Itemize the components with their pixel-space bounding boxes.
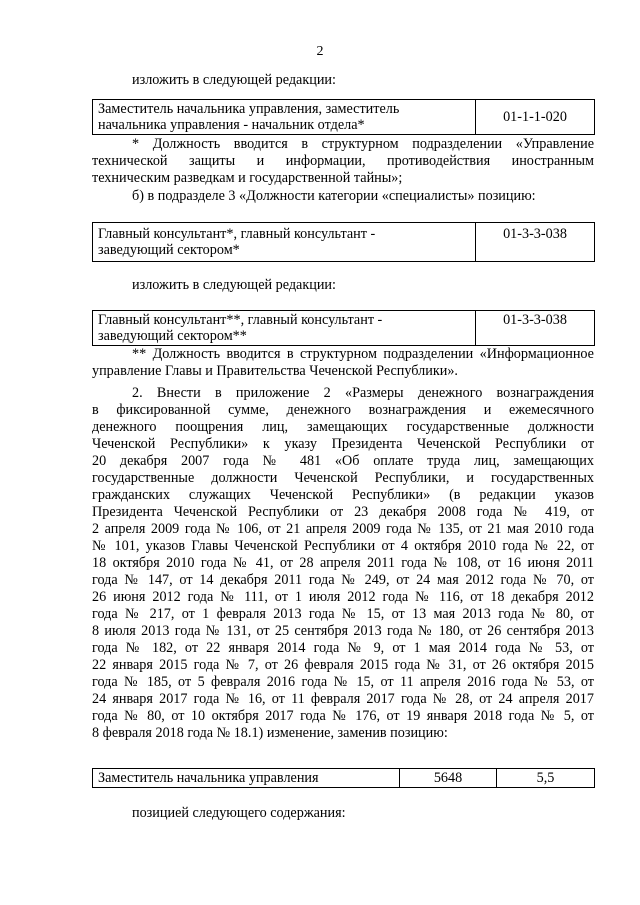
position-cell <box>93 223 476 262</box>
footnote-2: ** Должность вводится в структурном подразделении «Информационное управление Главы и Правительства Чеченской Республики». <box>92 346 594 379</box>
position-line: Главный консультант**, главный консультант - <box>98 312 383 328</box>
position-code-cell: 01-3-3-038 <box>476 223 595 262</box>
paragraph-last: позицией следующего содержания: <box>132 805 346 821</box>
page-number: 2 <box>316 44 324 59</box>
position-line: Главный консультант*, главный консультант - <box>98 226 376 242</box>
table-row <box>93 100 595 135</box>
position-table-1 <box>92 99 595 135</box>
position-line: Заместитель начальника управления, заместитель <box>98 101 400 117</box>
remuneration-table <box>92 768 595 788</box>
paragraph-2: 2. Внести в приложение 2 «Размеры денежного вознаграждения в фиксированной сумме, денежного вознаграждения и ежемесячного денежного поощрения лиц, замещающих государственные должности Чеченской Республики» к указу Президента Чеченской Республики от 20 декабря 2007 года № 481 «Об оплате труда лиц, замещающих государственные должности Чеченской Республики, и государственных гражданских служащих Чеченской Республики» (в редакции указов Президента Чеченской Республики от 23 декабря 2008 года № 419, от 2 апреля 2009 года № 106, от 21 апреля 2009 года № 135, от 21 мая 2010 года № 101, указов Главы Чеченской Республики от 4 октября 2010 года № 22, от 18 октября 2010 года № 41, от 28 апреля 2011 года № 108, от 16 июня 2011 года № 147, от 14 декабря 2011 года № 249, от 24 мая 2012 года № 70, от 26 июня 2012 года № 111, от 1 июля 2012 года № 116, от 18 декабря 2012 года № 217, от 1 февраля 2013 года № 15, от 13 мая 2013 года № 80, от 8 июля 2013 года № 131, от 25 сентября 2013 года № 180, от 26 сентября 2013 года № 182, от 22 января 2014 года № 9, от 1 мая 2014 года № 53, от 22 января 2015 года № 7, от 26 февраля 2015 года № 31, от 26 октября 2015 года № 185, от 5 февраля 2016 года № 15, от 11 апреля 2016 года № 53, от 24 января 2017 года № 16, от 11 февраля 2017 года № 28, от 24 апреля 2017 года № 80, от 10 октября 2017 года № 176, от 19 января 2018 года № 5, от 8 февраля 2018 года № 18.1) изменение, заменив позицию: <box>92 385 594 741</box>
position-cell <box>93 100 476 135</box>
position-table-2 <box>92 222 595 262</box>
coefficient-cell: 5,5 <box>497 769 595 788</box>
position-cell <box>93 311 476 346</box>
amount-cell: 5648 <box>400 769 497 788</box>
position-cell: Заместитель начальника управления <box>93 769 400 788</box>
table-row <box>93 311 595 346</box>
position-table-3 <box>92 310 595 346</box>
table-row <box>93 223 595 262</box>
paragraph-redaction-1: изложить в следующей редакции: <box>132 72 336 88</box>
paragraph-redaction-2: изложить в следующей редакции: <box>132 277 336 293</box>
position-line: заведующий сектором** <box>98 328 247 344</box>
position-line: начальника управления - начальник отдела* <box>98 117 365 133</box>
position-code-cell: 01-3-3-038 <box>476 311 595 346</box>
position-code-cell: 01-1-1-020 <box>476 100 595 135</box>
table-row <box>93 769 595 788</box>
footnote-1: * Должность вводится в структурном подразделении «Управление технической защиты и информации, противодействия иностранным техническим разведкам и государственной тайны»; <box>92 136 594 186</box>
position-line: заведующий сектором* <box>98 242 240 258</box>
paragraph-b: б) в подразделе 3 «Должности категории «специалисты» позицию: <box>132 188 536 204</box>
